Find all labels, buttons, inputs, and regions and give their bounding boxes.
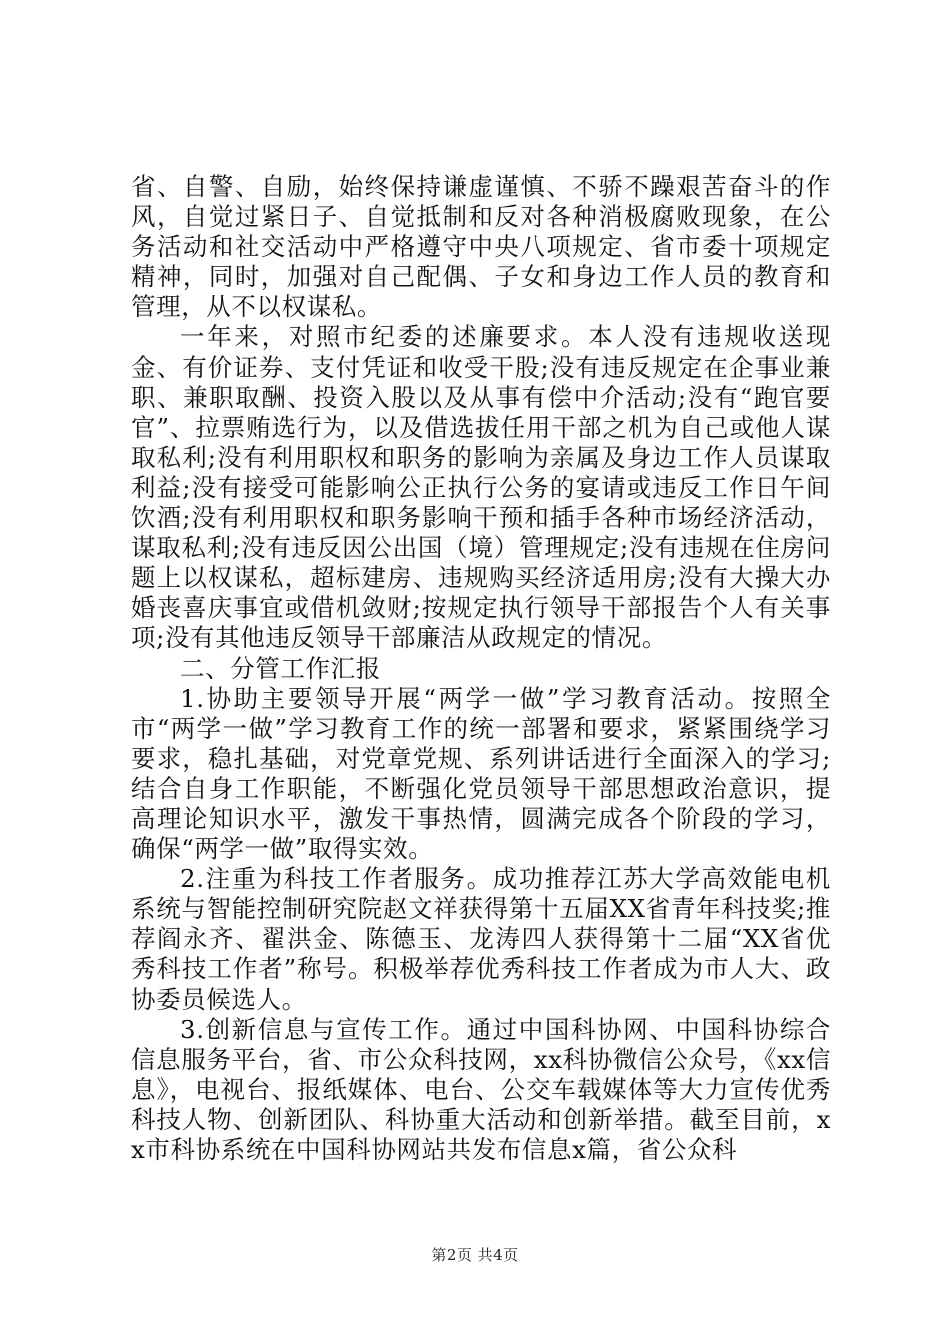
paragraph-4: 2.注重为科技工作者服务。成功推荐江苏大学高效能电机系统与智能控制研究院赵文祥获得第十五届XX省青年科技奖;推荐阎永齐、翟洪金、陈德玉、龙涛四人获得第十二届“XX省优秀科技工作者”称号。积极举荐优秀科技工作者成为市人大、政协委员候选人。 bbox=[131, 864, 831, 1014]
section-heading: 二、分管工作汇报 bbox=[180, 653, 381, 683]
paragraph-2: 一年来，对照市纪委的述廉要求。本人没有违规收送现金、有价证券、支付凭证和收受干股;没有违反规定在企事业兼职、兼职取酬、投资入股以及从事有偿中介活动;没有“跑官要官”、拉票贿选行为，以及借选拔任用干部之机为自己或他人谋取私利;没有利用职权和职务的影响为亲属及身边工作人员谋取利益;没有接受可能影响公正执行公务的宴请或违反工作日午间饮酒;没有利用职权和职务影响干预和插手各种市场经济活动，谋取私利;没有违反因公出国（境）管理规定;没有违规在住房问题上以权谋私，超标建房、违规购买经济适用房;没有大操大办婚丧喜庆事宜或借机敛财;按规定执行领导干部报告个人有关事项;没有其他违反领导干部廉洁从政规定的情况。 bbox=[131, 322, 831, 653]
page-number-footer: 第2页 共4页 bbox=[431, 1246, 519, 1264]
paragraph-5: 3.创新信息与宣传工作。通过中国科协网、中国科协综合信息服务平台，省、市公众科技网，xx科协微信公众号，《xx信息》，电视台、报纸媒体、电台、公交车载媒体等大力宣传优秀科技人物、创新团队、科协重大活动和创新举措。截至目前，xx市科协系统在中国科协网站共发布信息x篇，省公众科 bbox=[131, 1014, 831, 1164]
paragraph-3: 1.协助主要领导开展“两学一做”学习教育活动。按照全市“两学一做”学习教育工作的统一部署和要求，紧紧围绕学习要求，稳扎基础，对党章党规、系列讲话进行全面深入的学习;结合自身工作职能，不断强化党员领导干部思想政治意识，提高理论知识水平，激发干事热情，圆满完成各个阶段的学习，确保“两学一做”取得实效。 bbox=[131, 683, 831, 864]
document-body bbox=[131, 172, 831, 1165]
paragraph-1: 省、自警、自励，始终保持谦虚谨慎、不骄不躁艰苦奋斗的作风，自觉过紧日子、自觉抵制和反对各种消极腐败现象，在公务活动和社交活动中严格遵守中央八项规定、省市委十项规定精神，同时，加强对自己配偶、子女和身边工作人员的教育和管理，从不以权谋私。 bbox=[131, 172, 831, 322]
